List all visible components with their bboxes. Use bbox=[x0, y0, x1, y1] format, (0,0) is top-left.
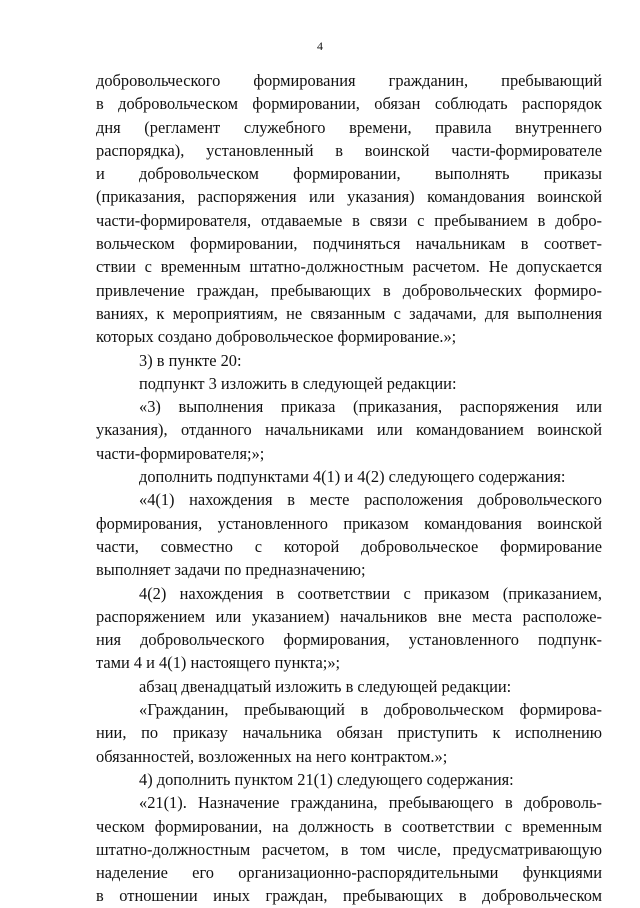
text-line: наделение его организационно-распорядительными функциями bbox=[96, 863, 602, 883]
text-line: добровольческого формирования гражданин, пребывающий bbox=[96, 71, 602, 90]
page-number: 4 bbox=[317, 39, 323, 53]
text-line: и добровольческом формировании, выполнять приказы bbox=[96, 164, 602, 184]
text-line: части-формирователя, отдаваемые в связи с пребыванием в добро- bbox=[96, 210, 602, 230]
text-line: ческом формировании, на должность в соответствии с временным bbox=[96, 816, 602, 836]
text-line: которых создано добровольческое формирование.»; bbox=[96, 327, 457, 347]
text-line: (приказания, распоряжения или указания) командования воинской bbox=[96, 187, 602, 207]
text-line: штатно-должностным расчетом, в том числе, предусматривающую bbox=[96, 839, 602, 859]
text-line: дня (регламент служебного времени, правила внутреннего bbox=[96, 117, 602, 137]
text-line: ствии с временным штатно-должностным расчетом. Не допускается bbox=[96, 257, 602, 277]
text-line: 4(2) нахождения в соответствии с приказом (приказанием, bbox=[139, 583, 602, 603]
text-line: «3) выполнения приказа (приказания, распоряжения или bbox=[139, 397, 602, 417]
text-line: указания), отданного начальниками или командованием воинской bbox=[96, 420, 602, 440]
text-line: в отношении иных граждан, пребывающих в добровольческом bbox=[96, 886, 602, 906]
text-line: в добровольческом формировании, обязан соблюдать распорядок bbox=[96, 94, 602, 114]
text-line: формирования, установленного приказом командования воинской bbox=[96, 513, 602, 533]
text-line: «21(1). Назначение гражданина, пребывающего в доброволь- bbox=[139, 793, 602, 813]
text-line: 3) в пункте 20: bbox=[139, 350, 242, 370]
text-line: нии, по приказу начальника обязан приступить к исполнению bbox=[96, 723, 602, 743]
text-line: части-формирователя;»; bbox=[96, 443, 265, 463]
text-line: ваниях, к мероприятиям, не связанным с задачами, для выполнения bbox=[96, 303, 602, 323]
text-line: тами 4 и 4(1) настоящего пункта;»; bbox=[96, 653, 341, 673]
text-line: «4(1) нахождения в месте расположения добровольческого bbox=[139, 490, 602, 510]
text-line: абзац двенадцатый изложить в следующей редакции: bbox=[139, 676, 512, 696]
text-line: «Гражданин, пребывающий в добровольческом формирова- bbox=[139, 700, 602, 720]
text-line: части, совместно с которой добровольческое формирование bbox=[96, 536, 602, 556]
document-body bbox=[96, 69, 602, 908]
text-line: вольческом формировании, подчиняться начальникам в соответ- bbox=[96, 234, 602, 254]
text-line: выполняет задачи по предназначению; bbox=[96, 560, 366, 580]
text-line: 4) дополнить пунктом 21(1) следующего содержания: bbox=[139, 769, 514, 789]
text-line: привлечение граждан, пребывающих в добровольческих формиро- bbox=[96, 280, 602, 300]
text-line: распорядка), установленный в воинской части-формирователе bbox=[96, 140, 602, 160]
text-line: дополнить подпунктами 4(1) и 4(2) следующего содержания: bbox=[139, 467, 566, 487]
text-line: обязанностей, возложенных на него контрактом.»; bbox=[96, 746, 448, 766]
text-line: подпункт 3 изложить в следующей редакции: bbox=[139, 373, 457, 393]
text-line: распоряжением или указанием) начальников вне места расположе- bbox=[96, 606, 602, 626]
text-line: ния добровольческого формирования, установленного подпунк- bbox=[96, 630, 602, 650]
